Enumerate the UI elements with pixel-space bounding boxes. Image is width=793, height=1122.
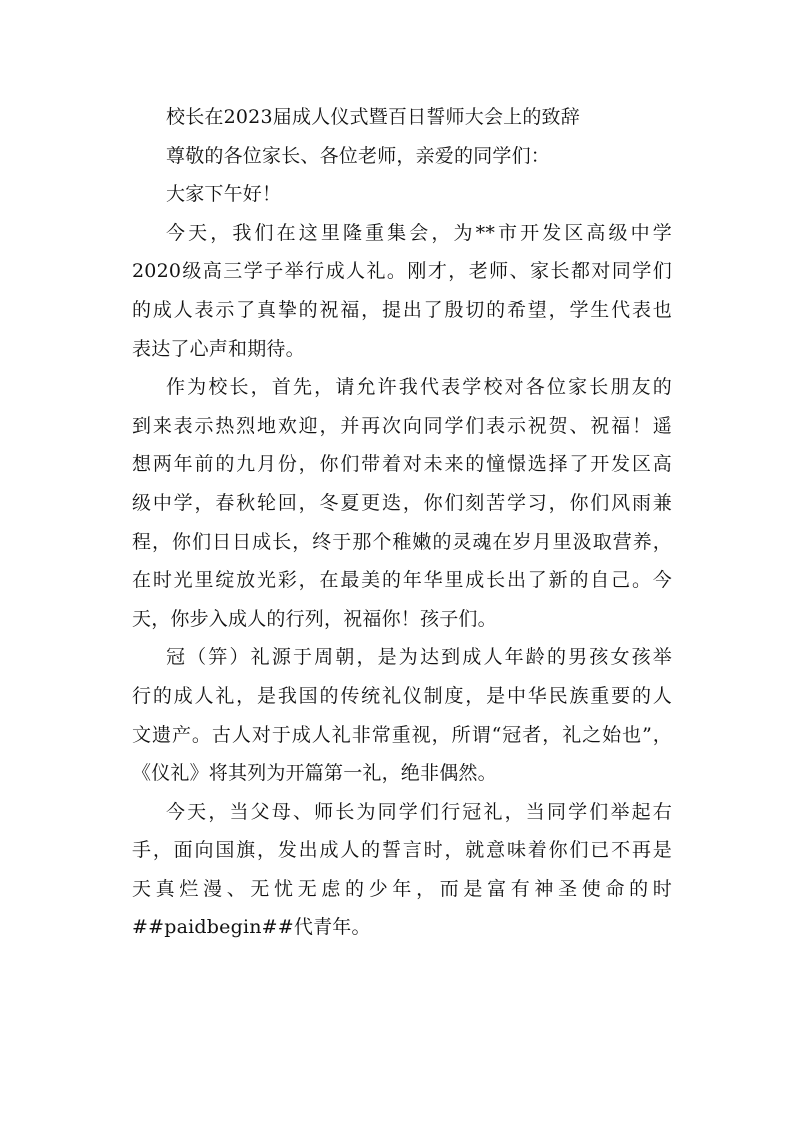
paragraph-line: 今天，我们在这里隆重集会，为**市开发区高级中学 bbox=[166, 221, 672, 244]
paragraph-line: 行的成人礼，是我国的传统礼仪制度，是中华民族重要的人 bbox=[132, 684, 672, 707]
paragraph-line: 冠（笄）礼源于周朝，是为达到成人年龄的男孩女孩举 bbox=[166, 646, 672, 669]
paragraph-line: 《仪礼》将其列为开篇第一礼，绝非偶然。 bbox=[132, 762, 497, 785]
paragraph-line: 2020级高三学子举行成人礼。刚才，老师、家长都对同学们 bbox=[132, 260, 672, 283]
paragraph-line: 程，你们日日成长，终于那个稚嫩的灵魂在岁月里汲取营养， bbox=[132, 530, 672, 553]
document-title: 校长在2023届成人仪式暨百日誓师大会上的致辞 bbox=[166, 106, 580, 128]
paragraph-line: 天，你步入成人的行列，祝福你！孩子们。 bbox=[132, 607, 497, 630]
paragraph-line: 在时光里绽放光彩，在最美的年华里成长出了新的自己。今 bbox=[132, 569, 672, 592]
paragraph-line: 作为校长，首先，请允许我代表学校对各位家长朋友的 bbox=[166, 376, 672, 399]
greeting: 大家下午好！ bbox=[166, 183, 282, 206]
salutation: 尊敬的各位家长、各位老师，亲爱的同学们： bbox=[166, 144, 551, 167]
document-body bbox=[132, 98, 672, 947]
paragraph-line: 想两年前的九月份，你们带着对未来的憧憬选择了开发区高 bbox=[132, 453, 672, 476]
paragraph-line: 今天，当父母、师长为同学们行冠礼，当同学们举起右 bbox=[166, 800, 672, 823]
paragraph-line: 手，面向国旗，发出成人的誓言时，就意味着你们已不再是 bbox=[132, 839, 672, 862]
paragraph-line: 的成人表示了真挚的祝福，提出了殷切的希望，学生代表也 bbox=[132, 298, 672, 321]
paragraph-line: ##paidbegin##代青年。 bbox=[132, 916, 371, 939]
paragraph-line: 表达了心声和期待。 bbox=[132, 337, 305, 360]
paragraph-line: 文遗产。古人对于成人礼非常重视，所谓“冠者，礼之始也”， bbox=[132, 723, 672, 746]
paragraph-line: 到来表示热烈地欢迎，并再次向同学们表示祝贺、祝福！遥 bbox=[132, 414, 672, 437]
paragraph-line: 天真烂漫、无忧无虑的少年，而是富有神圣使命的时 bbox=[132, 877, 672, 900]
paragraph-line: 级中学，春秋轮回，冬夏更迭，你们刻苦学习，你们风雨兼 bbox=[132, 491, 672, 514]
